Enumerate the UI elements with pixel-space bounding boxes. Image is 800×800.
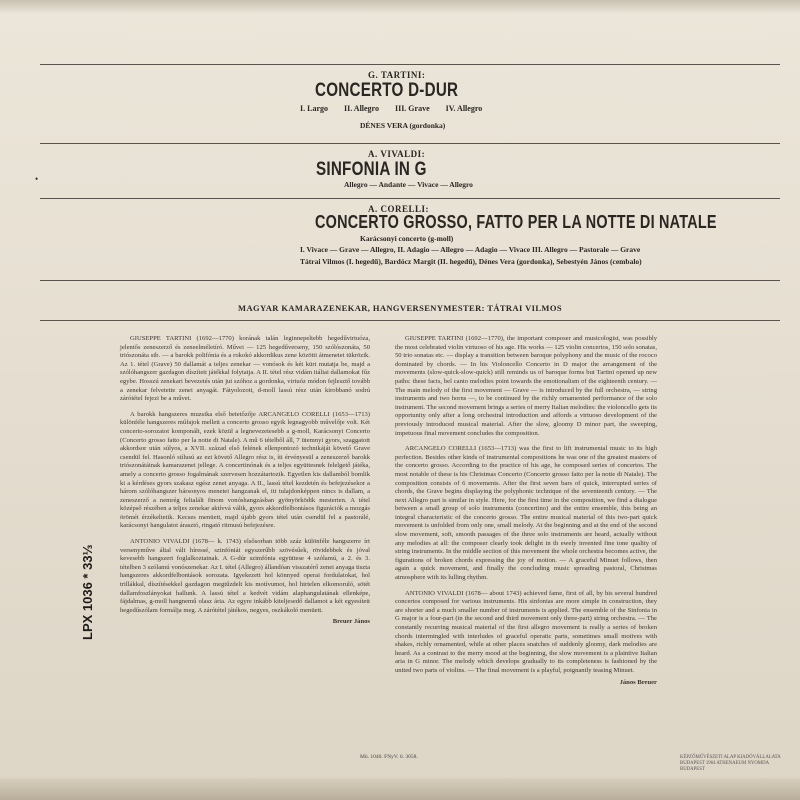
- notes-paragraph: GIUSEPPE TARTINI (1692—1770) korának talán leginnepeltebb hegedűvirtuóza, jelentős zeneszerző és zeneelméletíró. Művei — 125 hegedűverseny, 150 szólószonáta, 50 triószonáta stb. — a barokk polifónia és a rokokó akkordikus zene közötti átmenetet tükrözik. Az 1. tétel (Grave) 50 dallamát a teljes zenekar — vonósok és két kürt mutatja be, majd a szólóhangszer gazdagon díszített játékkal folytatja. A II. tétel rész vidám itáliai dallamokat fűz egybe. Hosszú zenekari bevezetés után jut szóhoz a gordonka, virtuóz módon fejlesztő tovább a zenekar felvetette zenei anyagát. Fátyolozott, d-moll lassú rész után kirobbanó sodrú zárótétel fejezi be a művet.: [120, 335, 370, 403]
- title-vivaldi: SINFONIA IN G: [316, 159, 427, 180]
- performers-corelli: Tátrai Vilmos (I. hegedű), Bardócz Margit (II. hegedű), Dénes Vera (gordonka), Sebestyén János (cembalo): [300, 257, 642, 266]
- movement-item: II. Allegro: [344, 104, 379, 113]
- margin-bullet: •: [35, 174, 39, 184]
- divider-rule: [40, 143, 780, 144]
- notes-paragraph: ANTONIO VIVALDI (1678— k. 1743) elsősorban több száz különféle hangszerre írt versenyműve által vált híressé, szinfóniái egyszerűbb szövésűek, rövidebbek és jóval kevesebb hangszert foglalkoztatnak. A G-dúr szimfónia együttese 4 szólamú, a 2. és 3. tételben 3 szólamú vonószenekar. Az I. tétel (Allegro) állandóan visszatérő zenei anyaga tiszta hangszeres akkordfelbontások sorozata. Igyekezett hol könnyed operai fordulatokat, hol trillákkal, díszítésekkel gazdagon megtűzdelt kis motívumot, hol hirtelen elkomoruló, sötét dallamfoszlányokat hallunk. A lassú tétel a kedvét vidám alaphangulatának ellenképe, fájdalmas, g-moll hangnemű olasz ária. Az egyre inkább kiteljesedő dallamot a két egyesített hegedűszólam formálja meg. A zárótétel játékos, negyes, oszkákoló menüett.: [120, 538, 370, 614]
- title-tartini: CONCERTO D-DUR: [315, 80, 459, 101]
- movements-tartini: [300, 104, 496, 113]
- footer-code: Mü. 1040. FNyV. 6. 3058.: [360, 754, 418, 760]
- catalog-number: LPX 1036 * 33⅓: [80, 544, 95, 640]
- top-edge: [0, 0, 800, 14]
- soloist-tartini: DÉNES VERA (gordonka): [360, 121, 446, 130]
- subtitle-corelli: Karácsonyi concerto (g-moll): [360, 234, 454, 243]
- composer-corelli: A. CORELLI:: [368, 204, 430, 214]
- english-notes: [395, 335, 657, 694]
- signature: János Breuer: [619, 678, 657, 686]
- ensemble-line: MAGYAR KAMARAZENEKAR, HANGVERSENYMESTER: TÁTRAI VILMOS: [238, 303, 562, 313]
- hungarian-notes: [120, 335, 370, 634]
- movement-item: III. Grave: [394, 104, 430, 113]
- divider-rule: [40, 280, 780, 281]
- notes-paragraph: A barokk hangszeres muzsika első betetőzője ARCANGELO CORELLI (1653—1713) különféle hangszeres műfajok mellett a concerto grosso egyik legnagyobb művelője volt. Két concerto-sorozatot komponált, ezek közül a legnevezetesebb a g-moll, Karácsonyi Concerto (Concerto grosso fatto per la notte di Natale). A mű 6 tételből áll, 7 ütemnyi gyors, szaggatott akkordsor után súlyos, a XVII. század első felének ellenpontozó technikáját követő Grave csendül fel. Hasonló stílusú az ezt követő Allegro rész is, íti érvényesül a zeneszerző barokk triószonátáinak kamarazenei jellege. A concertinónak és a teljes együttesnek felelgető játéka, amely a concerto grosso fogalmának szervesen hozzátartozik. Egyetlen kis dallamból bomlik ki a kérdéses gyors szakasz egész zenei anyaga. A II., lassú tétel kezdetén és befejezésekor a három szólóhangszer bársonyos menetei hangzanak el, itt tulajdonképpen nincs is dallam, a zeneszerző a nemrég feltalált finom vonóshangzásban gyönyörködik mesterien. A tétel középső részében a teljes zenekar aktívvá válik, gyors akkordfelbontásos figurációk a mozgás örömét érzékeltetik. Kecses menüett, majd újabb gyors tétel után csendül fel a pastorálé, karácsonyi hangulatot árasztó, ringató ritmusú befejezésre.: [120, 410, 370, 530]
- divider-rule: [40, 198, 780, 199]
- title-corelli: CONCERTO GROSSO, FATTO PER LA NOTTE DI NATALE: [315, 212, 717, 232]
- divider-rule: [40, 320, 780, 321]
- composer-tartini: G. TARTINI:: [368, 70, 426, 80]
- notes-paragraph: ARCANGELO CORELLI (1653—1713) was the first to lift instrumental music to its high perfection. Besides other kinds of instrumental compositions he was one of the greatest masters of the concerto grosso. According to the practice of his age, he composed series of concertos. The most notable of these is his Christmas Concerto (Concerto grosso fatto per la notte di Natale). The composition consists of 6 movements. After the first seven bars of quick, interrupted series of chords, the Grave begins displaying the polyphonic technique of the seventeenth century. — The next Allegro part is similar in style. Here, for the first time in the composition, we find a dialogue between a small group of solo instruments (concertino) and the entire ensemble, this being an integral characteristic of the concerto grosso. The entire musical material of this two-part quick movement is unfolded from only one, small melody. At the beginning and at the end of the second slow movement, soft, smooth passages of the three solo instruments are heard, actually without any melodies at all: the composer clearly took delight in th ewely invented fine tone quality of string instruments. In the middle section of this movement the whole orchestra becomes active, the figurations of broken chords expressing the joy of motion. — A graceful Minuet follows, then again a quick movement, and finally the concluding music spreading pastoral, Christmas atmosphere with its lulling rhythm.: [395, 445, 657, 582]
- notes-paragraph: GIUSEPPE TARTINI (1692—1770), the important composer and musicologist, was possibly the most celebrated violin virtuoso of his age. His works — 125 violin concertos, 150 solo sonatas, 50 trio sonatas etc. — display a transition between baroque polyphony and the music of the rococo dominated by chords. — In his Violoncello Concerto in D major the arrangement of the movements (slow-quick-slow-quick) still reminds us of baroque forms but Tartini opened up new paths: these facts, bel canto melodies point towards the emotionalism of the eighteenth century. — The main melody of the first movement — Grave — is introduced by the full orchestra, — string instruments and two horns —, to be continued by the richly ornamented performance of the solo instrument. The second movement brings a series of merry Italian melodies: the violoncello gets its opportunity only after a long orchestral introduction and affords a virtuoso development of the previously introduced musical material. After the slow, gloomy D minor part, the sweeping, impetuous final movement concludes the composition.: [395, 335, 657, 437]
- movement-item: IV. Allegro: [445, 104, 483, 113]
- composer-vivaldi: A. VIVALDI:: [368, 149, 426, 159]
- movements-vivaldi: Allegro — Andante — Vivace — Allegro: [344, 180, 473, 189]
- bottom-edge: [0, 778, 800, 800]
- movements-corelli: I. Vivace — Grave — Allegro, II. Adagio — Allegro — Adagio — Vivace III. Allegro — Pastorale — Grave: [300, 245, 641, 254]
- movement-item: I. Largo: [300, 104, 328, 113]
- signature: Breuer János: [332, 618, 370, 626]
- printer-credit: KÉPZŐMŰVÉSZETI ALAP KIADÓVÁLLALATA BUDAPEST 1964 ATHENAEUM NYOMDA BUDAPEST: [680, 755, 781, 772]
- notes-paragraph: ANTONIO VIVALDI (1678— about 1743) achieved fame, first of all, by his several hundred concertos composed for various instruments. His sinfonias are more simple in construction, they are shorter and a much smaller number of instruments is applied. The ensemble of the Sinfonia in G major is a four-part (in the second and third movement only three-part) string orchestra. — The constantly recurring musical material of the first allegro movement is really a series of broken chords intermingled with interludes of graceful operatic parts, sometimes small motives with shakes, richly ornamented, while at other places snatches of suddenly gloomy, dark melodies are heard. As a contrast to the merry mood at the beginning, the slow movement is a plaintive Italian aria in G minor. The melody which develops gradually to its completeness is fashioned by the united two parts of violins. — The final movement is a playful, poignantly teasing Minuet.: [395, 589, 657, 674]
- divider-rule: [40, 64, 780, 65]
